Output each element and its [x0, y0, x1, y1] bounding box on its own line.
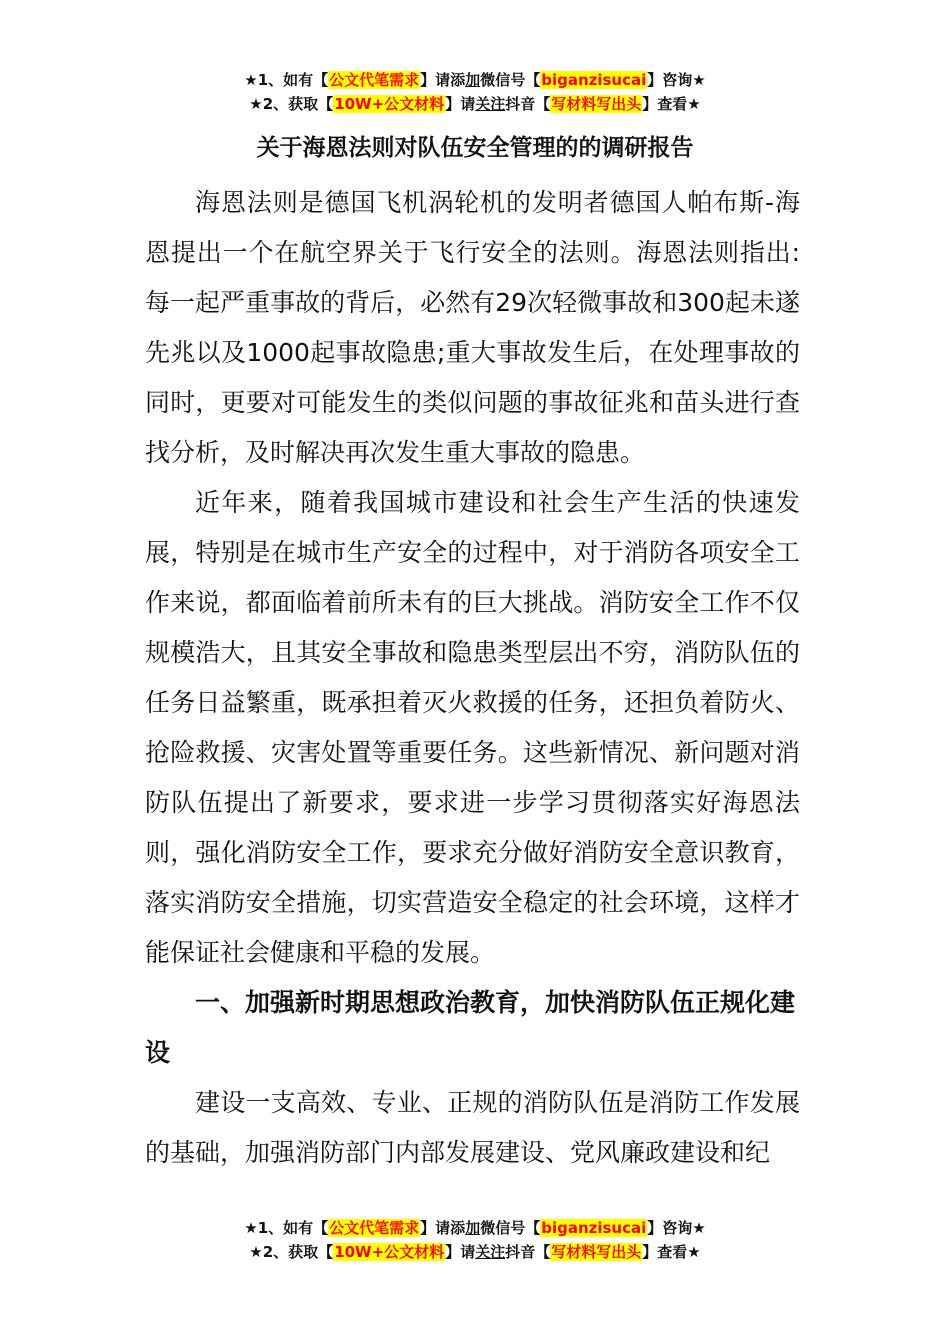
banner-line-1: [0, 68, 950, 92]
banner-text: ★2、获取【: [249, 1243, 334, 1261]
banner-line-2: [0, 92, 950, 116]
banner-underline: 关注: [475, 1243, 506, 1261]
banner-text: 抖音【: [505, 95, 551, 113]
banner-text: 】请: [445, 95, 476, 113]
section-heading-1: 一、加强新时期思想政治教育，加快消防队伍正规化建设: [145, 988, 796, 1067]
banner-text: ★1、如有【: [244, 1219, 329, 1237]
banner-highlight: 写材料写出头: [551, 95, 642, 113]
banner-line-1: [0, 1216, 950, 1240]
banner-highlight: 10W+公文材料: [334, 95, 445, 113]
banner-highlight: 公文代笔需求: [329, 71, 420, 89]
banner-text: 】查看★: [642, 95, 701, 113]
banner-text: 】请添: [420, 1219, 466, 1237]
banner-text: 微信号【: [480, 71, 541, 89]
banner-text: ★2、获取【: [249, 95, 334, 113]
banner-highlight: 公文代笔需求: [329, 1219, 420, 1237]
banner-highlight: biganzisucai: [541, 1219, 647, 1237]
banner-underline: 加: [465, 71, 481, 89]
footer-banner: [0, 1216, 950, 1264]
banner-text: 】请: [445, 1243, 476, 1261]
body-paragraph-2: 近年来，随着我国城市建设和社会生产生活的快速发展，特别是在城市生产安全的过程中，对于消防各项安全工作来说，都面临着前所未有的巨大挑战。消防安全工作不仅规模浩大，且其安全事故和隐患类型层出不穷，消防队伍的任务日益繁重，既承担着灭火救援的任务，还担负着防火、抢险救援、灾害处置等重要任务。这些新情况、新问题对消防队伍提出了新要求，要求进一步学习贯彻落实好海恩法则，强化消防安全工作，要求充分做好消防安全意识教育，落实消防安全措施，切实营造安全稳定的社会环境，这样才能保证社会健康和平稳的发展。: [145, 488, 800, 967]
banner-text: 】请添: [420, 71, 466, 89]
banner-line-2: [0, 1240, 950, 1264]
document-body: [145, 178, 800, 1178]
banner-highlight: 10W+公文材料: [334, 1243, 445, 1261]
document-title: 关于海恩法则对队伍安全管理的的调研报告: [256, 135, 694, 161]
banner-text: 】咨询★: [647, 1219, 706, 1237]
banner-underline: 加: [465, 1219, 481, 1237]
banner-highlight: biganzisucai: [541, 71, 647, 89]
banner-text: 】咨询★: [647, 71, 706, 89]
banner-underline: 关注: [475, 95, 506, 113]
banner-text: 微信号【: [480, 1219, 541, 1237]
banner-text: ★1、如有【: [244, 71, 329, 89]
banner-highlight: 写材料写出头: [551, 1243, 642, 1261]
banner-text: 】查看★: [642, 1243, 701, 1261]
body-paragraph-1: 海恩法则是德国飞机涡轮机的发明者德国人帕布斯-海恩提出一个在航空界关于飞行安全的法则。海恩法则指出:每一起严重事故的背后，必然有29次轻微事故和300起未遂先兆以及1000起事故隐患;重大事故发生后，在处理事故的同时，更要对可能发生的类似问题的事故征兆和苗头进行查找分析，及时解决再次发生重大事故的隐患。: [145, 188, 800, 467]
banner-text: 抖音【: [505, 1243, 551, 1261]
section-1-paragraph: 建设一支高效、专业、正规的消防队伍是消防工作发展的基础，加强消防部门内部发展建设、党风廉政建设和纪: [145, 1088, 800, 1167]
header-banner: [0, 68, 950, 116]
